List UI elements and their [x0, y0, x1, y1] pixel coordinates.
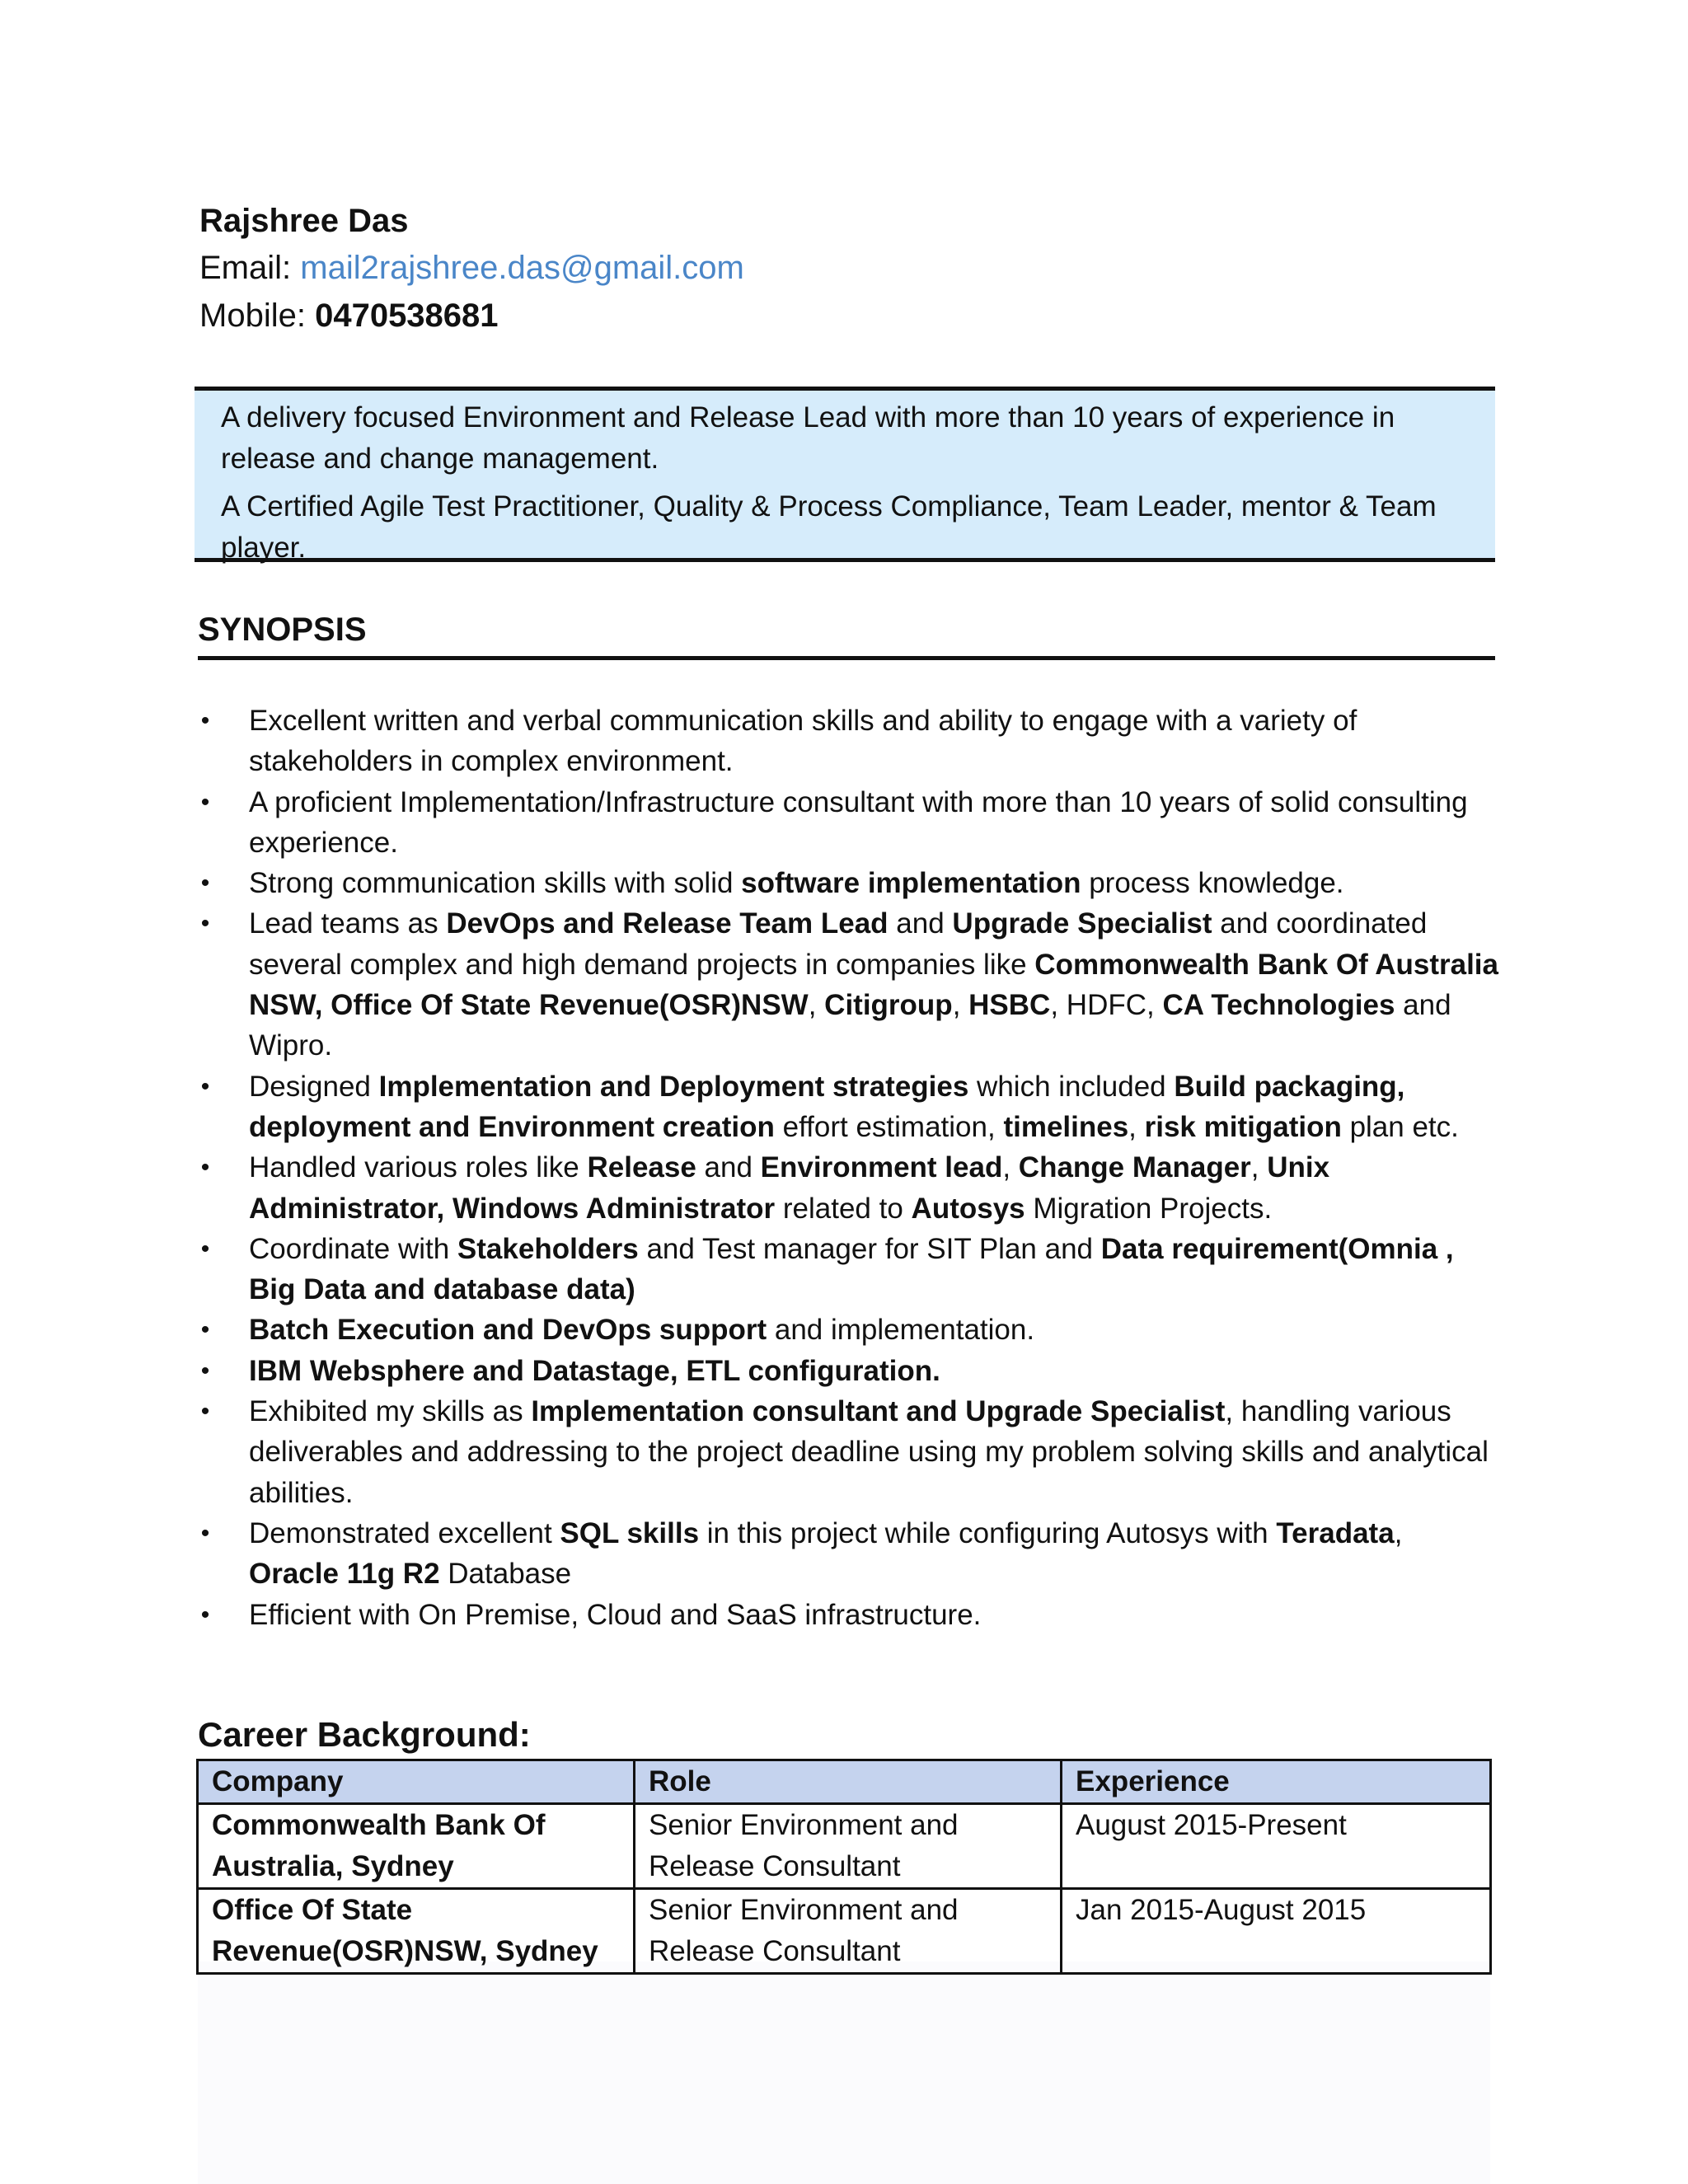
- bullet-bold-text: CA Technologies: [1162, 989, 1395, 1022]
- bullet-bold-text: Build packaging, deployment and Environment creation: [249, 1070, 1405, 1143]
- page-bottom-shade: [198, 1961, 1490, 2184]
- bullet-text: Exhibited my skills as: [249, 1395, 532, 1428]
- bullet-dot-icon: •: [200, 1357, 210, 1385]
- mobile-line: [199, 292, 744, 340]
- synopsis-bullet: [198, 1066, 1500, 1148]
- bullet-text: and: [696, 1151, 761, 1184]
- bullet-text: and Wipro.: [249, 989, 1451, 1062]
- header-role: Role: [635, 1760, 1062, 1804]
- table-row: [198, 1804, 1491, 1889]
- bullet-dot-icon: •: [200, 910, 210, 938]
- bullet-bold-text: Citigroup: [824, 989, 953, 1022]
- email-line: [199, 244, 744, 292]
- bullet-text: Excellent written and verbal communication skills and ability to engage with a variety of stakeholders in complex environment.: [249, 705, 1357, 778]
- bullet-dot-icon: •: [200, 707, 210, 734]
- bullet-text: Demonstrated excellent: [249, 1516, 560, 1549]
- bullet-bold-text: Teradata: [1276, 1516, 1395, 1549]
- contact-block: [199, 198, 744, 340]
- bullet-text: ,: [808, 989, 825, 1022]
- bullet-text: process knowledge.: [1081, 867, 1344, 900]
- bullet-text: Designed: [249, 1070, 379, 1103]
- bullet-text: Database: [439, 1558, 572, 1591]
- synopsis-bullet: [198, 1310, 1500, 1350]
- bullet-bold-text: Oracle 11g R2: [249, 1558, 440, 1591]
- bullet-text: effort estimation,: [774, 1110, 1004, 1143]
- header-experience: Experience: [1062, 1760, 1491, 1804]
- bullet-bold-text: Upgrade Specialist: [952, 907, 1212, 940]
- bullet-bold-text: IBM Websphere and Datastage, ETL configuration.: [249, 1354, 940, 1387]
- bullet-bold-text: Environment lead: [760, 1151, 1003, 1184]
- candidate-name: Rajshree Das: [199, 203, 409, 239]
- bullet-text: Strong communication skills with solid: [249, 867, 742, 900]
- bullet-text: in this project while configuring Autosys with: [699, 1516, 1277, 1549]
- bullet-text: related to: [775, 1192, 912, 1225]
- bullet-bold-text: risk mitigation: [1144, 1110, 1342, 1143]
- synopsis-heading: SYNOPSIS: [198, 607, 1495, 660]
- bullet-bold-text: HSBC: [968, 989, 1051, 1022]
- bullet-text: ,: [1250, 1151, 1268, 1184]
- bullet-bold-text: Implementation consultant and Upgrade Specialist: [531, 1395, 1226, 1428]
- bullet-text: Migration Projects.: [1025, 1192, 1273, 1225]
- bullet-text: Efficient with On Premise, Cloud and SaaS infrastructure.: [249, 1598, 982, 1631]
- bullet-text: Handled various roles like: [249, 1151, 588, 1184]
- bullet-text: ,: [1394, 1516, 1403, 1549]
- bullet-text: ,: [1128, 1110, 1145, 1143]
- bullet-text: ,: [952, 989, 969, 1022]
- synopsis-bullet: [198, 863, 1500, 903]
- bullet-text: and Test manager for SIT Plan and: [638, 1232, 1101, 1265]
- bullet-text: , handling various deliverables and addressing to the project deadline using my problem solving skills and analytical abilities.: [249, 1395, 1489, 1509]
- career-title: Career Background:: [198, 1715, 531, 1754]
- bullet-dot-icon: •: [200, 788, 210, 816]
- bullet-bold-text: Change Manager: [1018, 1151, 1251, 1184]
- experience-cell: August 2015-Present: [1062, 1804, 1491, 1889]
- summary-line: A Certified Agile Test Practitioner, Quality & Process Compliance, Team Leader, mentor & Team player.: [221, 490, 1437, 564]
- synopsis-list: [198, 701, 1500, 1635]
- summary-line: A delivery focused Environment and Release Lead with more than 10 years of experience in release and change management.: [221, 401, 1395, 475]
- bullet-bold-text: timelines: [1003, 1110, 1129, 1143]
- bullet-dot-icon: •: [200, 1235, 210, 1263]
- bullet-bold-text: Implementation and Deployment strategies: [378, 1070, 969, 1103]
- bullet-bold-text: Commonwealth Bank Of Australia NSW, Office Of State Revenue(OSR)NSW: [249, 948, 1498, 1022]
- career-table: [196, 1759, 1492, 1975]
- table-row: [198, 1889, 1491, 1974]
- bullet-text: which included: [968, 1070, 1175, 1103]
- bullet-text: and coordinated several complex and high demand projects in companies like: [249, 907, 1428, 981]
- header-company: Company: [198, 1760, 635, 1804]
- bullet-dot-icon: •: [200, 1398, 210, 1426]
- bullet-text: plan etc.: [1341, 1110, 1459, 1143]
- bullet-bold-text: Batch Execution and DevOps support: [249, 1314, 767, 1347]
- synopsis-bullet: [198, 1391, 1500, 1513]
- bullet-dot-icon: •: [200, 1316, 210, 1344]
- company-cell: Office Of State Revenue(OSR)NSW, Sydney: [198, 1889, 635, 1974]
- company-cell: Commonwealth Bank Of Australia, Sydney: [198, 1804, 635, 1889]
- bullet-text: Coordinate with: [249, 1232, 457, 1265]
- bullet-dot-icon: •: [200, 1154, 210, 1182]
- summary-box: [195, 387, 1495, 562]
- bullet-bold-text: Unix Administrator, Windows Administrator: [249, 1151, 1330, 1225]
- bullet-bold-text: Stakeholders: [457, 1232, 639, 1265]
- bullet-dot-icon: •: [200, 1072, 210, 1100]
- bullet-bold-text: DevOps and Release Team Lead: [446, 907, 889, 940]
- bullet-dot-icon: •: [200, 1601, 210, 1629]
- synopsis-bullet: [198, 1351, 1500, 1391]
- bullet-dot-icon: •: [200, 869, 210, 898]
- role-cell: Senior Environment and Release Consultant: [635, 1889, 1062, 1974]
- email-label: Email:: [199, 250, 292, 286]
- bullet-text: and: [888, 907, 953, 940]
- bullet-text: and implementation.: [767, 1314, 1035, 1347]
- experience-cell: Jan 2015-August 2015: [1062, 1889, 1491, 1974]
- synopsis-bullet: [198, 1595, 1500, 1635]
- role-cell: Senior Environment and Release Consultant: [635, 1804, 1062, 1889]
- synopsis-bullet: [198, 782, 1500, 864]
- synopsis-bullet: [198, 1147, 1500, 1229]
- career-header-row: [198, 1760, 1491, 1804]
- email-link[interactable]: mail2rajshree.das@gmail.com: [300, 250, 744, 286]
- synopsis-bullet: [198, 1513, 1500, 1595]
- bullet-bold-text: Release: [587, 1151, 696, 1184]
- mobile-label: Mobile:: [199, 298, 306, 334]
- bullet-text: Lead teams as: [249, 907, 447, 940]
- bullet-bold-text: software implementation: [741, 867, 1081, 900]
- synopsis-bullet: [198, 701, 1500, 782]
- bullet-text: A proficient Implementation/Infrastructure consultant with more than 10 years of solid consulting experience.: [249, 785, 1468, 859]
- synopsis-bullet: [198, 1229, 1500, 1310]
- mobile-number: 0470538681: [315, 298, 499, 334]
- bullet-text: , HDFC,: [1050, 989, 1163, 1022]
- synopsis-bullet: [198, 903, 1500, 1066]
- bullet-bold-text: Autosys: [911, 1192, 1025, 1225]
- bullet-dot-icon: •: [200, 1519, 210, 1547]
- bullet-text: ,: [1002, 1151, 1019, 1184]
- bullet-bold-text: SQL skills: [560, 1516, 700, 1549]
- bullet-bold-text: Data requirement(Omnia , Big Data and database data): [249, 1232, 1454, 1306]
